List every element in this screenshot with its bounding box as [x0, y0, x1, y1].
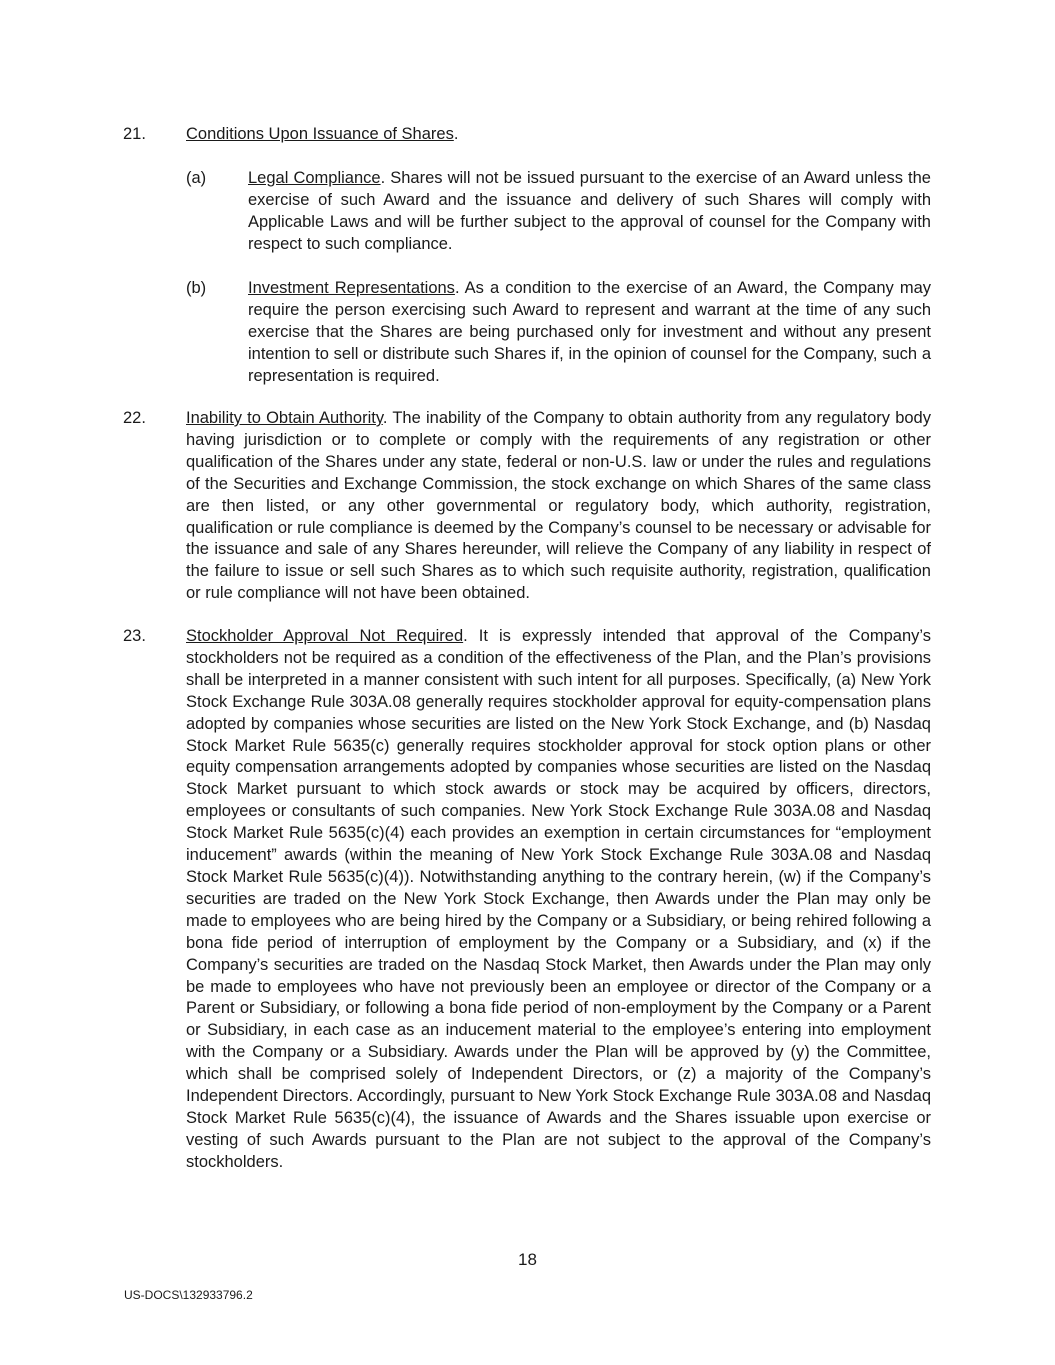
section-body: . The inability of the Company to obtain authority from any regulatory body having jurisdiction or to complete or comply with the requirements of any registration or other qualification of the Shares under any state, federal or non-U.S. law or under the rules and regulations of the Securities and Exchange Commission, the stock exchange on which Shares of the same class are then listed, or any other governmental or regulatory body, which authority, registration, qualification or rule compliance is deemed by the Company’s counsel to be necessary or advisable for the issuance and sale of any Shares hereunder, will relieve the Company of any liability in respect of the failure to issue or sell such Shares as to which such requisite authority, registration, qualification or rule compliance will not have been obtained. [186, 409, 931, 603]
subsection-heading: Legal Compliance [248, 169, 381, 187]
heading-punctuation: . [453, 125, 459, 143]
subsection-text [248, 278, 931, 388]
subsection-body: . Shares will not be issued pursuant to the exercise of an Award unless the exercise of such Award and the issuance and delivery of such Shares will comply with Applicable Laws and will be further subject to the approval of counsel for the Company with respect to such compliance. [248, 169, 931, 253]
subsection-heading: Investment Representations [248, 279, 455, 297]
section-21 [123, 124, 931, 146]
section-heading-line [186, 124, 931, 146]
section-heading: Inability to Obtain Authority [186, 409, 383, 427]
subsection-text [248, 168, 931, 256]
subsection-label: (a) [186, 169, 207, 187]
section-text [186, 626, 931, 1174]
section-number: 23. [123, 627, 146, 645]
subsection-21b [186, 278, 931, 388]
document-id: US-DOCS\132933796.2 [124, 1288, 253, 1302]
section-heading: Stockholder Approval Not Required [186, 627, 464, 645]
subsection-21a [186, 168, 931, 256]
section-text [186, 408, 931, 605]
section-heading: Conditions Upon Issuance of Shares [186, 125, 454, 143]
page-number: 18 [518, 1250, 537, 1269]
subsection-body: . As a condition to the exercise of an Award, the Company may require the person exercising such Award to represent and warrant at the time of any such exercise that the Shares are being purchased only for investment and without any present intention to sell or distribute such Shares if, in the opinion of counsel for the Company, such a representation is required. [248, 279, 931, 385]
subsection-label: (b) [186, 279, 207, 297]
section-number: 22. [123, 409, 146, 427]
section-number: 21. [123, 125, 146, 143]
section-23 [123, 626, 931, 1174]
section-22 [123, 408, 931, 605]
section-body: . It is expressly intended that approval of the Company’s stockholders not be required as a condition of the effectiveness of the Plan, and the Plan’s provisions shall be interpreted in a manner consistent with such intent for all purposes. Specifically, (a) New York Stock Exchange Rule 303A.08 generally requires stockholder approval for equity-compensation plans adopted by companies whose securities are listed on the New York Stock Exchange, and (b) Nasdaq Stock Market Rule 5635(c) generally requires stockholder approval for stock option plans or other equity compensation arrangements adopted by companies whose securities are listed on the Nasdaq Stock Market pursuant to which stock awards or stock may be acquired by officers, directors, employees or consultants of such companies. New York Stock Exchange Rule 303A.08 and Nasdaq Stock Market Rule 5635(c)(4) each provides an exemption in certain circumstances for “employment inducement” awards (within the meaning of New York Stock Exchange Rule 303A.08 and Nasdaq Stock Market Rule 5635(c)(4)). Notwithstanding anything to the contrary herein, (w) if the Company’s securities are traded on the New York Stock Exchange, then Awards under the Plan may only be made to employees who are being hired by the Company or a Subsidiary, or being rehired following a bona fide period of interruption of employment by the Company or a Subsidiary, and (x) if the Company’s securities are traded on the Nasdaq Stock Market, then Awards under the Plan may only be made to employees who have not previously been an employee or director of the Company or a Parent or Subsidiary, or following a bona fide period of non-employment by the Company or a Parent or Subsidiary, in each case as an inducement material to the employee’s entering into employment with the Company or a Subsidiary. Awards under the Plan will be approved by (y) the Committee, which shall be comprised solely of Independent Directors, or (z) a majority of the Company’s Independent Directors. Accordingly, pursuant to New York Stock Exchange Rule 303A.08 and Nasdaq Stock Market Rule 5635(c)(4), the issuance of Awards and the Shares issuable upon exercise or vesting of such Awards pursuant to the Plan are not subject to the approval of the Company’s stockholders. [186, 627, 931, 1171]
